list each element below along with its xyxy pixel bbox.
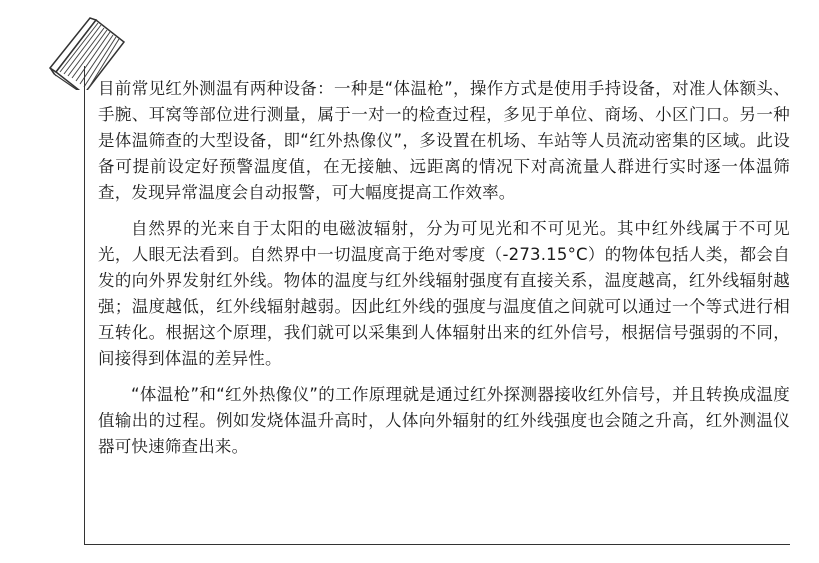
paragraph-3: “体温枪”和“红外热像仪”的工作原理就是通过红外探测器接收红外信号，并且转换成温度值输出的过程。例如发烧体温升高时，人体向外辐射的红外线强度也会随之升高，红外测温仪器可快速筛查出来。 bbox=[98, 385, 790, 456]
paragraph-2: 自然界的光来自于太阳的电磁波辐射，分为可见光和不可见光。其中红外线属于不可见光，人眼无法看到。自然界中一切温度高于绝对零度（-273.15°C）的物体包括人类，都会自发的向外界发射红外线。物体的温度与红外线辐射强度有直接关系，温度越高，红外线辐射越强；温度越低，红外线辐射越弱。因此红外线的强度与温度值之间就可以通过一个等式进行相互转化。根据这个原理，我们就可以采集到人体辐射出来的红外信号，根据信号强弱的不同，间接得到体温的差异性。 bbox=[98, 219, 790, 368]
paragraph-1: 目前常见红外测温有两种设备：一种是“体温枪”，操作方式是使用手持设备，对准人体额头、手腕、耳窝等部位进行测量，属于一对一的检查过程，多见于单位、商场、小区门口。另一种是体温筛查的大型设备，即“红外热像仪”，多设置在机场、车站等人员流动密集的区域。此设备可提前设定好预警温度值，在无接触、远距离的情况下对高流量人群进行实时逐一体温筛查，发现异常温度会自动报警，可大幅度提高工作效率。 bbox=[98, 79, 790, 202]
article-body bbox=[98, 76, 790, 460]
frame-bottom-border bbox=[84, 544, 790, 545]
frame-left-border bbox=[84, 66, 85, 544]
